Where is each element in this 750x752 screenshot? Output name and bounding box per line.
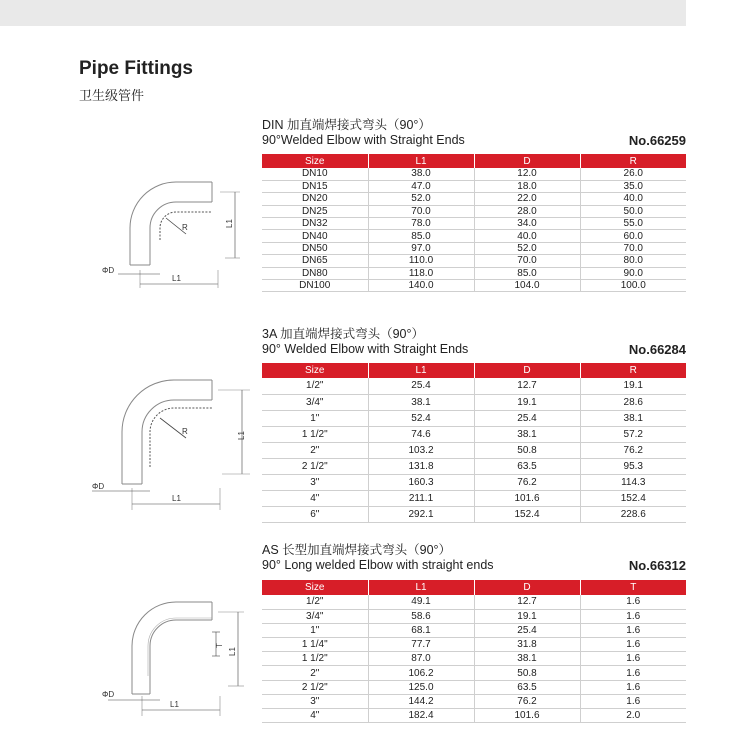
table-row: [262, 426, 686, 442]
table-cell: 40.0: [580, 193, 686, 205]
column-header: Size: [262, 363, 368, 378]
table-cell: 25.4: [368, 378, 474, 394]
table-cell: 38.1: [474, 652, 580, 666]
table-cell: 25.4: [474, 623, 580, 637]
table-cell: 63.5: [474, 458, 580, 474]
table-cell: 2.0: [580, 709, 686, 723]
diameter-label: ΦD: [92, 482, 105, 491]
column-header: L1: [368, 154, 474, 168]
table-cell: 152.4: [580, 490, 686, 506]
table-cell: 1.6: [580, 680, 686, 694]
table-cell: 52.4: [368, 410, 474, 426]
table-cell: 19.1: [474, 609, 580, 623]
table-cell: 55.0: [580, 218, 686, 230]
table-cell: 34.0: [474, 218, 580, 230]
section-title-en: 90°Welded Elbow with Straight Ends: [262, 133, 465, 147]
table-row: [262, 218, 686, 230]
table-row: [262, 680, 686, 694]
table-row: [262, 267, 686, 279]
table-cell: 114.3: [580, 474, 686, 490]
table-cell: 76.2: [474, 694, 580, 708]
table-cell: 60.0: [580, 230, 686, 242]
table-cell: 49.1: [368, 595, 474, 609]
column-header: R: [580, 363, 686, 378]
table-row: [262, 394, 686, 410]
table-cell: 35.0: [580, 180, 686, 192]
section-title-cn: 3A 加直端焊接式弯头（90°）: [262, 327, 424, 341]
table-row: [262, 694, 686, 708]
column-header: T: [580, 580, 686, 595]
table-cell: DN65: [262, 255, 368, 267]
table-cell: 38.1: [580, 410, 686, 426]
table-cell: 211.1: [368, 490, 474, 506]
radius-label: R: [182, 427, 188, 436]
elbow-diagram-3a: [92, 372, 252, 514]
table-cell: 131.8: [368, 458, 474, 474]
table-cell: 110.0: [368, 255, 474, 267]
table-cell: 19.1: [580, 378, 686, 394]
table-row: [262, 193, 686, 205]
table-cell: 1": [262, 410, 368, 426]
table-cell: 28.6: [580, 394, 686, 410]
l1-vertical-label: L1: [225, 219, 234, 228]
table-cell: 78.0: [368, 218, 474, 230]
table-cell: 2": [262, 666, 368, 680]
table-cell: 50.8: [474, 666, 580, 680]
table-cell: 97.0: [368, 242, 474, 254]
table-cell: 1 1/4": [262, 638, 368, 652]
table-cell: 160.3: [368, 474, 474, 490]
table-cell: 1 1/2": [262, 652, 368, 666]
table-cell: DN25: [262, 205, 368, 217]
table-cell: 52.0: [474, 242, 580, 254]
table-cell: 80.0: [580, 255, 686, 267]
table-row: [262, 623, 686, 637]
table-cell: 118.0: [368, 267, 474, 279]
table-cell: 101.6: [474, 490, 580, 506]
table-cell: 19.1: [474, 394, 580, 410]
radius-label: R: [182, 223, 188, 232]
section-3a-elbow: [262, 327, 686, 357]
column-header: Size: [262, 154, 368, 168]
table-cell: 70.0: [368, 205, 474, 217]
table-cell: 50.0: [580, 205, 686, 217]
table-row: [262, 652, 686, 666]
table-cell: 182.4: [368, 709, 474, 723]
column-header: L1: [368, 363, 474, 378]
section-din-elbow: [262, 118, 686, 148]
table-cell: 28.0: [474, 205, 580, 217]
product-number: No.66259: [628, 133, 686, 148]
table-row: [262, 230, 686, 242]
table-cell: 6": [262, 506, 368, 522]
table-cell: 12.7: [474, 595, 580, 609]
section-title-cn: AS 长型加直端焊接式弯头（90°）: [262, 543, 452, 557]
table-cell: 57.2: [580, 426, 686, 442]
table-cell: 95.3: [580, 458, 686, 474]
table-cell: DN100: [262, 280, 368, 292]
table-row: [262, 378, 686, 394]
table-cell: 58.6: [368, 609, 474, 623]
thickness-label: T: [215, 643, 224, 648]
table-cell: 12.0: [474, 168, 580, 180]
table-cell: 12.7: [474, 378, 580, 394]
section-title-en: 90° Long welded Elbow with straight ends: [262, 558, 494, 572]
table-cell: 2": [262, 442, 368, 458]
spec-table-din: [262, 154, 686, 292]
table-row: [262, 205, 686, 217]
table-header-row: [262, 363, 686, 378]
table-cell: 1 1/2": [262, 426, 368, 442]
l1-vertical-label: L1: [237, 431, 246, 440]
table-row: [262, 609, 686, 623]
product-number: No.66284: [628, 342, 686, 357]
table-cell: 47.0: [368, 180, 474, 192]
table-cell: 31.8: [474, 638, 580, 652]
page-subtitle: 卫生级管件: [79, 88, 145, 103]
table-cell: 77.7: [368, 638, 474, 652]
table-cell: 3/4": [262, 394, 368, 410]
table-cell: DN32: [262, 218, 368, 230]
table-cell: 125.0: [368, 680, 474, 694]
table-row: [262, 490, 686, 506]
l1-vertical-label: L1: [228, 647, 237, 656]
table-cell: 1/2": [262, 595, 368, 609]
table-cell: 3": [262, 694, 368, 708]
table-row: [262, 180, 686, 192]
table-cell: 1": [262, 623, 368, 637]
table-cell: 87.0: [368, 652, 474, 666]
table-cell: 26.0: [580, 168, 686, 180]
table-header-row: [262, 580, 686, 595]
column-header: R: [580, 154, 686, 168]
spec-table-3a: [262, 363, 686, 523]
table-cell: 76.2: [474, 474, 580, 490]
table-cell: 2 1/2": [262, 680, 368, 694]
table-cell: 74.6: [368, 426, 474, 442]
table-cell: 63.5: [474, 680, 580, 694]
table-row: [262, 474, 686, 490]
table-cell: DN20: [262, 193, 368, 205]
table-cell: 3": [262, 474, 368, 490]
table-cell: DN40: [262, 230, 368, 242]
table-cell: 25.4: [474, 410, 580, 426]
l1-horizontal-label: L1: [172, 494, 181, 503]
l1-horizontal-label: L1: [172, 274, 181, 283]
table-cell: 38.1: [474, 426, 580, 442]
table-cell: DN50: [262, 242, 368, 254]
table-cell: 292.1: [368, 506, 474, 522]
table-cell: 144.2: [368, 694, 474, 708]
table-cell: 68.1: [368, 623, 474, 637]
table-row: [262, 242, 686, 254]
section-title-cn: DIN 加直端焊接式弯头（90°）: [262, 118, 431, 132]
table-cell: 4": [262, 709, 368, 723]
table-cell: 104.0: [474, 280, 580, 292]
table-cell: 103.2: [368, 442, 474, 458]
diameter-label: ΦD: [102, 690, 115, 699]
table-cell: DN80: [262, 267, 368, 279]
table-cell: 40.0: [474, 230, 580, 242]
table-header-row: [262, 154, 686, 168]
table-row: [262, 410, 686, 426]
table-cell: 76.2: [580, 442, 686, 458]
table-cell: 18.0: [474, 180, 580, 192]
table-cell: 1.6: [580, 652, 686, 666]
table-cell: 1.6: [580, 666, 686, 680]
table-cell: 38.1: [368, 394, 474, 410]
table-cell: 38.0: [368, 168, 474, 180]
table-cell: DN15: [262, 180, 368, 192]
table-cell: 90.0: [580, 267, 686, 279]
column-header: D: [474, 363, 580, 378]
table-cell: 140.0: [368, 280, 474, 292]
table-row: [262, 280, 686, 292]
table-cell: 1.6: [580, 609, 686, 623]
table-cell: 1.6: [580, 595, 686, 609]
table-cell: 4": [262, 490, 368, 506]
column-header: D: [474, 154, 580, 168]
table-cell: 100.0: [580, 280, 686, 292]
section-title-en: 90° Welded Elbow with Straight Ends: [262, 342, 469, 356]
table-row: [262, 506, 686, 522]
table-cell: 70.0: [580, 242, 686, 254]
top-banner: [0, 0, 686, 26]
page-title: Pipe Fittings: [79, 58, 193, 79]
table-cell: 1.6: [580, 623, 686, 637]
table-cell: 106.2: [368, 666, 474, 680]
table-cell: DN10: [262, 168, 368, 180]
table-cell: 52.0: [368, 193, 474, 205]
table-row: [262, 255, 686, 267]
table-cell: 85.0: [368, 230, 474, 242]
elbow-diagram-din: [100, 170, 250, 295]
table-cell: 1.6: [580, 694, 686, 708]
table-row: [262, 595, 686, 609]
spec-table-as: [262, 580, 686, 723]
table-row: [262, 458, 686, 474]
table-cell: 228.6: [580, 506, 686, 522]
column-header: Size: [262, 580, 368, 595]
table-cell: 85.0: [474, 267, 580, 279]
section-as-long-elbow: [262, 543, 686, 573]
table-cell: 3/4": [262, 609, 368, 623]
diameter-label: ΦD: [102, 266, 115, 275]
table-cell: 101.6: [474, 709, 580, 723]
column-header: D: [474, 580, 580, 595]
table-cell: 1/2": [262, 378, 368, 394]
l1-horizontal-label: L1: [170, 700, 179, 709]
column-header: L1: [368, 580, 474, 595]
product-number: No.66312: [628, 558, 686, 573]
table-cell: 1.6: [580, 638, 686, 652]
table-cell: 50.8: [474, 442, 580, 458]
elbow-diagram-as: [98, 596, 248, 718]
table-row: [262, 666, 686, 680]
table-row: [262, 709, 686, 723]
table-row: [262, 638, 686, 652]
table-cell: 22.0: [474, 193, 580, 205]
table-cell: 2 1/2": [262, 458, 368, 474]
table-cell: 70.0: [474, 255, 580, 267]
table-row: [262, 168, 686, 180]
table-row: [262, 442, 686, 458]
table-cell: 152.4: [474, 506, 580, 522]
